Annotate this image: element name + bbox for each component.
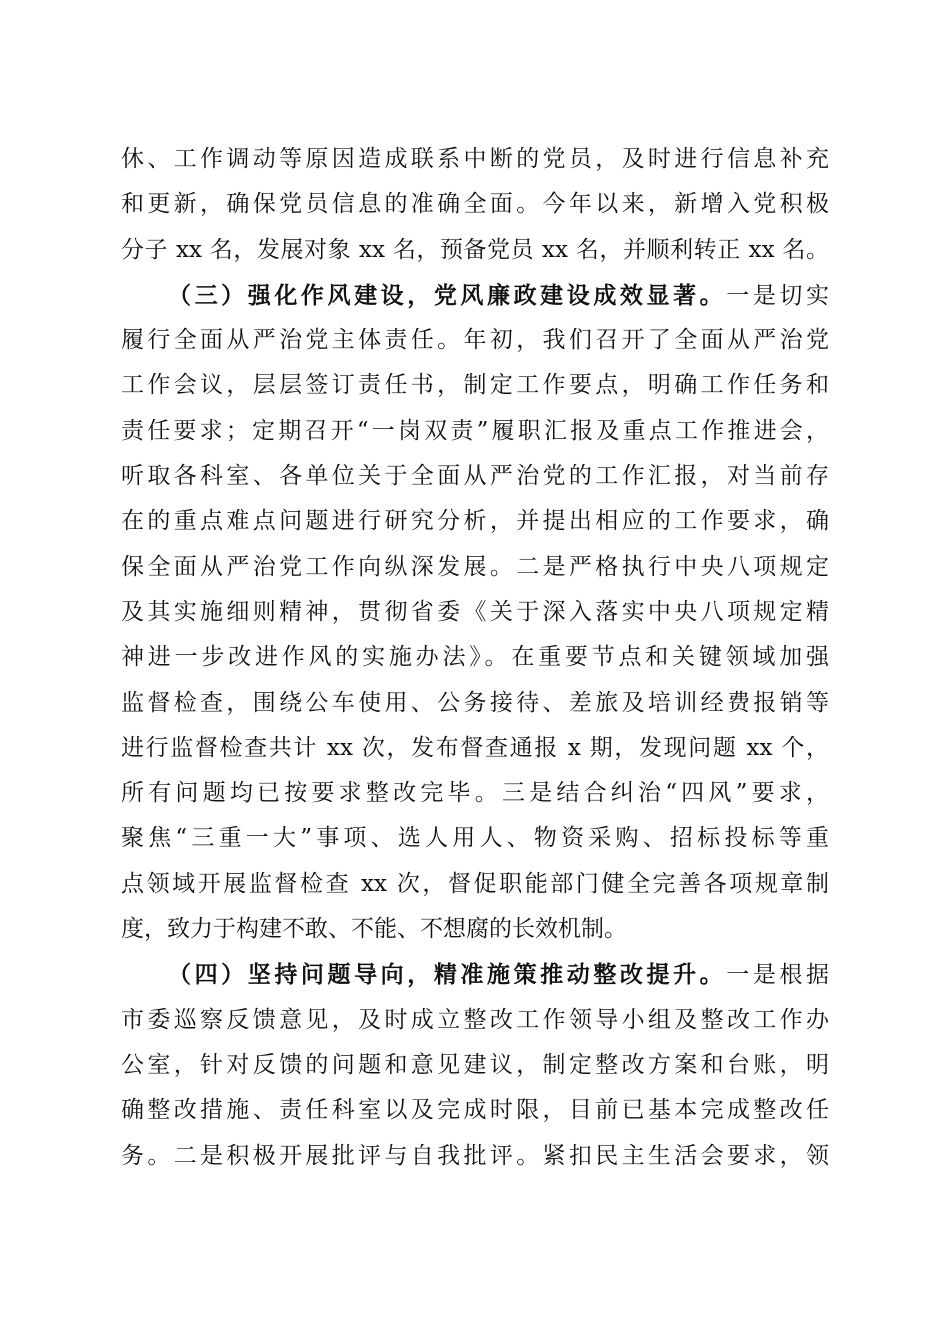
- text-line: 在的重点难点问题进行研究分析，并提出相应的工作要求，确: [121, 508, 829, 535]
- text-line: 点领域开展监督检查 xx 次，督促职能部门健全完善各项规章制: [121, 870, 829, 897]
- text-line: 监督检查，围绕公车使用、公务接待、差旅及培训经费报销等: [121, 689, 829, 716]
- text-line: 分子 xx 名，发展对象 xx 名，预备党员 xx 名，并顺利转正 xx 名。: [121, 236, 829, 263]
- text-line: 和更新，确保党员信息的准确全面。今年以来，新增入党积极: [121, 191, 829, 218]
- text-line: 进行监督检查共计 xx 次，发布督查通报 x 期，发现问题 xx 个，: [121, 734, 829, 761]
- paragraph-1: [121, 137, 829, 273]
- text-line-first: [121, 273, 829, 318]
- text-line: 市委巡察反馈意见，及时成立整改工作领导小组及整改工作办: [121, 1006, 829, 1033]
- text-line: 所有问题均已按要求整改完毕。三是结合纠治“四风”要求，: [121, 780, 829, 807]
- paragraph-3: [121, 952, 829, 1178]
- paragraph-2: [121, 273, 829, 952]
- text-line: 公室，针对反馈的问题和意见建议，制定整改方案和台账，明: [121, 1051, 829, 1078]
- text-fragment: 一是切实: [726, 282, 830, 309]
- text-line: 务。二是积极开展批评与自我批评。紧扣民主生活会要求，领: [121, 1142, 829, 1169]
- section-heading-3: （三）强化作风建设，党风廉政建设成效显著。: [168, 281, 727, 309]
- document-body: [121, 137, 829, 1179]
- text-line-first: [121, 952, 829, 997]
- text-line: 工作会议，层层签订责任书，制定工作要点，明确工作任务和: [121, 372, 829, 399]
- text-line: 聚焦“三重一大”事项、选人用人、物资采购、招标投标等重: [121, 825, 829, 852]
- text-line: 神进一步改进作风的实施办法》。在重要节点和关键领域加强: [121, 644, 829, 671]
- text-line: 保全面从严治党工作向纵深发展。二是严格执行中央八项规定: [121, 553, 829, 580]
- text-line: 责任要求；定期召开“一岗双责”履职汇报及重点工作推进会，: [121, 417, 829, 444]
- text-line: 度，致力于构建不敢、不能、不想腐的长效机制。: [121, 916, 627, 943]
- text-line: 及其实施细则精神，贯彻省委《关于深入落实中央八项规定精: [121, 598, 829, 625]
- text-fragment: 一是根据: [726, 962, 830, 989]
- text-line: 确整改措施、责任科室以及完成时限，目前已基本完成整改任: [121, 1097, 829, 1124]
- text-line: 履行全面从严治党主体责任。年初，我们召开了全面从严治党: [121, 327, 829, 354]
- text-line: 休、工作调动等原因造成联系中断的党员，及时进行信息补充: [121, 146, 829, 172]
- text-line: 听取各科室、各单位关于全面从严治党的工作汇报，对当前存: [121, 463, 829, 490]
- section-heading-4: （四）坚持问题导向，精准施策推动整改提升。: [168, 961, 727, 989]
